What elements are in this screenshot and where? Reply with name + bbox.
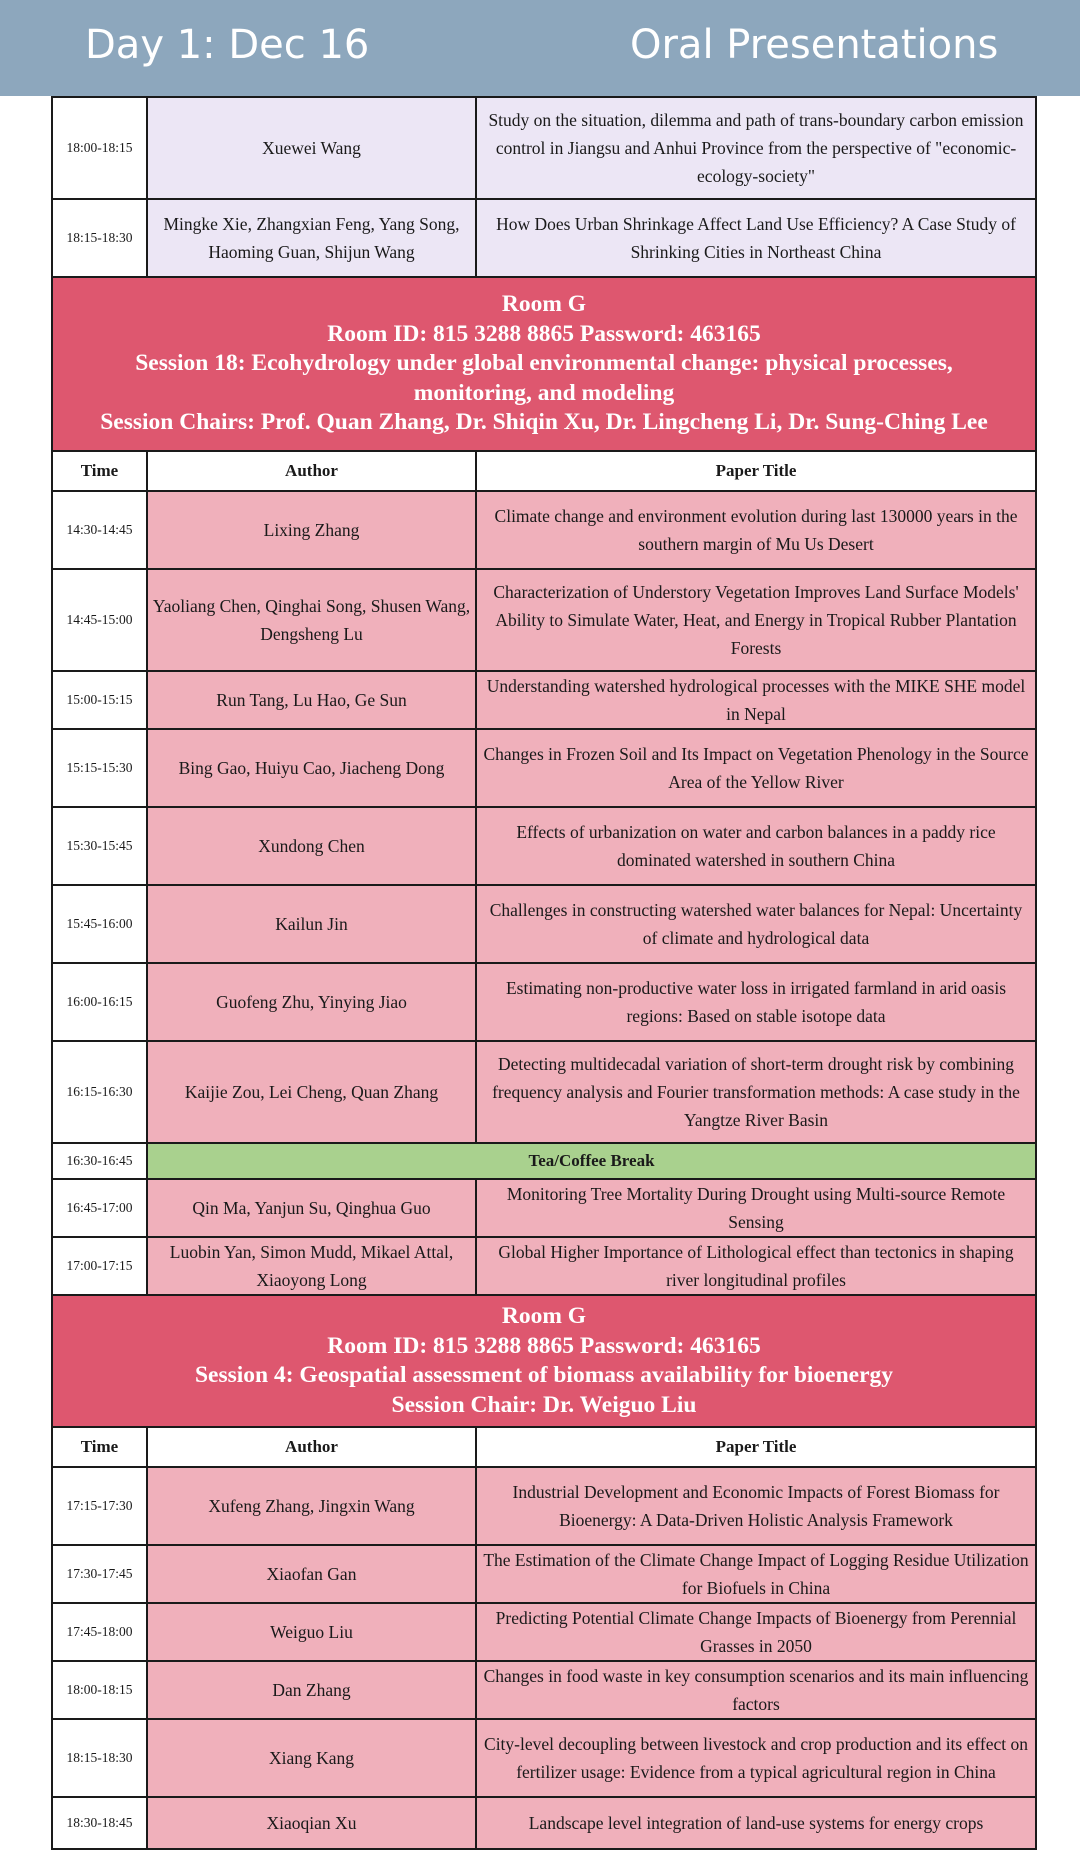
room-name: Room G (501, 1303, 587, 1329)
paper-title-cell: Changes in food waste in key consumption scenarios and its main influencing factors (476, 1661, 1036, 1719)
schedule-table (51, 96, 1037, 1850)
author-cell: Mingke Xie, Zhangxian Feng, Yang Song, Haoming Guan, Shijun Wang (147, 199, 476, 277)
table-row (52, 885, 1036, 963)
session-chairs: Session Chairs: Prof. Quan Zhang, Dr. Shiqin Xu, Dr. Lingcheng Li, Dr. Sung-Ching Lee (100, 409, 988, 436)
paper-title-cell: Global Higher Importance of Lithological effect than tectonics in shaping river longitudinal profiles (476, 1237, 1036, 1295)
room-id: Room ID: 815 3288 8865 Password: 463165 (327, 320, 761, 347)
time-cell: 15:30-15:45 (52, 807, 147, 885)
author-header: Author (147, 451, 476, 491)
author-cell: Lixing Zhang (147, 491, 476, 569)
time-cell: 17:45-18:00 (52, 1603, 147, 1661)
session-title-continued: monitoring, and modeling (413, 379, 675, 406)
column-header-row (52, 451, 1036, 491)
time-cell: 15:00-15:15 (52, 671, 147, 729)
author-cell: Weiguo Liu (147, 1603, 476, 1661)
paper-title-cell: Landscape level integration of land-use systems for energy crops (476, 1797, 1036, 1849)
author-cell: Qin Ma, Yanjun Su, Qinghua Guo (147, 1179, 476, 1237)
paper-title-cell: Climate change and environment evolution during last 130000 years in the southern margin of Mu Us Desert (476, 491, 1036, 569)
session-chairs: Session Chair: Dr. Weiguo Liu (391, 1391, 697, 1418)
time-cell: 16:30-16:45 (52, 1143, 147, 1179)
session-title: Session 4: Geospatial assessment of biomass availability for bioenergy (194, 1362, 894, 1388)
paper-title-cell: Study on the situation, dilemma and path of trans-boundary carbon emission control in Jiangsu and Anhui Province from the perspective of "economic-ecology-society" (476, 97, 1036, 199)
paper-title-cell: How Does Urban Shrinkage Affect Land Use Efficiency? A Case Study of Shrinking Cities in Northeast China (476, 199, 1036, 277)
table-row (52, 491, 1036, 569)
paper-title-cell: Understanding watershed hydrological processes with the MIKE SHE model in Nepal (476, 671, 1036, 729)
table-row (52, 1797, 1036, 1849)
paper-title-cell: City-level decoupling between livestock and crop production and its effect on fertilizer usage: Evidence from a typical agricultural region in China (476, 1719, 1036, 1797)
table-row (52, 199, 1036, 277)
paper-title-cell: Effects of urbanization on water and carbon balances in a paddy rice dominated watershed in southern China (476, 807, 1036, 885)
time-cell: 14:30-14:45 (52, 491, 147, 569)
table-row (52, 671, 1036, 729)
room-id: Room ID: 815 3288 8865 Password: 463165 (327, 1332, 761, 1359)
time-cell: 17:30-17:45 (52, 1545, 147, 1603)
day-title: Day 1: Dec 16 (85, 22, 370, 68)
session-title: Session 18: Ecohydrology under global environmental change: physical processes, (135, 350, 953, 377)
paper-title-cell: Detecting multidecadal variation of short-term drought risk by combining frequency analysis and Fourier transformation methods: A case study in the Yangtze River Basin (476, 1041, 1036, 1143)
session-18-header (52, 277, 1036, 451)
column-header-row (52, 1427, 1036, 1467)
table-row (52, 963, 1036, 1041)
paper-title-cell: Industrial Development and Economic Impacts of Forest Biomass for Bioenergy: A Data-Driven Holistic Analysis Framework (476, 1467, 1036, 1545)
table-row (52, 1661, 1036, 1719)
paper-title-cell: Estimating non-productive water loss in irrigated farmland in arid oasis regions: Based on stable isotope data (476, 963, 1036, 1041)
table-row (52, 569, 1036, 671)
time-cell: 16:00-16:15 (52, 963, 147, 1041)
break-label: Tea/Coffee Break (147, 1143, 1036, 1179)
table-row (52, 1545, 1036, 1603)
table-row (52, 1719, 1036, 1797)
table-row (52, 1179, 1036, 1237)
time-cell: 16:15-16:30 (52, 1041, 147, 1143)
time-cell: 15:15-15:30 (52, 729, 147, 807)
table-row (52, 1041, 1036, 1143)
author-cell: Run Tang, Lu Hao, Ge Sun (147, 671, 476, 729)
author-cell: Xundong Chen (147, 807, 476, 885)
author-header: Author (147, 1427, 476, 1467)
session-4-header (52, 1295, 1036, 1427)
time-cell: 16:45-17:00 (52, 1179, 147, 1237)
author-cell: Xufeng Zhang, Jingxin Wang (147, 1467, 476, 1545)
author-cell: Luobin Yan, Simon Mudd, Mikael Attal, Xiaoyong Long (147, 1237, 476, 1295)
table-row (52, 97, 1036, 199)
author-cell: Xiaofan Gan (147, 1545, 476, 1603)
paper-title-cell: Changes in Frozen Soil and Its Impact on Vegetation Phenology in the Source Area of the Yellow River (476, 729, 1036, 807)
header-banner (0, 0, 1080, 96)
paper-title-cell: Challenges in constructing watershed water balances for Nepal: Uncertainty of climate and hydrological data (476, 885, 1036, 963)
time-cell: 18:00-18:15 (52, 97, 147, 199)
room-name: Room G (501, 291, 587, 318)
author-cell: Xiang Kang (147, 1719, 476, 1797)
author-cell: Dan Zhang (147, 1661, 476, 1719)
time-cell: 18:15-18:30 (52, 199, 147, 277)
author-cell: Kailun Jin (147, 885, 476, 963)
author-cell: Guofeng Zhu, Yinying Jiao (147, 963, 476, 1041)
paper-title-cell: Characterization of Understory Vegetation Improves Land Surface Models' Ability to Simulate Water, Heat, and Energy in Tropical Rubber Plantation Forests (476, 569, 1036, 671)
paper-title-cell: Monitoring Tree Mortality During Drought using Multi-source Remote Sensing (476, 1179, 1036, 1237)
time-cell: 18:00-18:15 (52, 1661, 147, 1719)
author-cell: Xuewei Wang (147, 97, 476, 199)
time-cell: 14:45-15:00 (52, 569, 147, 671)
time-cell: 15:45-16:00 (52, 885, 147, 963)
author-cell: Kaijie Zou, Lei Cheng, Quan Zhang (147, 1041, 476, 1143)
table-row (52, 807, 1036, 885)
time-cell: 18:30-18:45 (52, 1797, 147, 1849)
time-cell: 18:15-18:30 (52, 1719, 147, 1797)
author-cell: Bing Gao, Huiyu Cao, Jiacheng Dong (147, 729, 476, 807)
paper-title-cell: Predicting Potential Climate Change Impacts of Bioenergy from Perennial Grasses in 2050 (476, 1603, 1036, 1661)
table-row (52, 1237, 1036, 1295)
paper-title-header: Paper Title (476, 1427, 1036, 1467)
time-cell: 17:00-17:15 (52, 1237, 147, 1295)
paper-title-cell: The Estimation of the Climate Change Impact of Logging Residue Utilization for Biofuels in China (476, 1545, 1036, 1603)
author-cell: Yaoliang Chen, Qinghai Song, Shusen Wang, Dengsheng Lu (147, 569, 476, 671)
presentation-type-title: Oral Presentations (630, 22, 999, 68)
table-row (52, 1467, 1036, 1545)
break-row (52, 1143, 1036, 1179)
author-cell: Xiaoqian Xu (147, 1797, 476, 1849)
table-row (52, 729, 1036, 807)
time-header: Time (52, 1427, 147, 1467)
time-cell: 17:15-17:30 (52, 1467, 147, 1545)
time-header: Time (52, 451, 147, 491)
paper-title-header: Paper Title (476, 451, 1036, 491)
table-row (52, 1603, 1036, 1661)
